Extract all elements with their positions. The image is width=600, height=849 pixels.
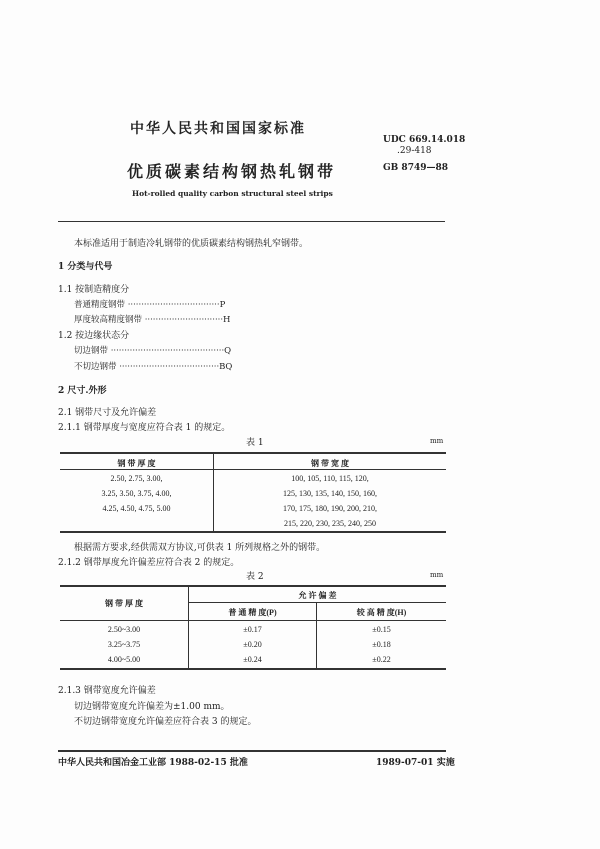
table-cell: 2.50~3.00 bbox=[107, 625, 141, 634]
table1-unit: mm bbox=[430, 437, 444, 445]
udc-code: UDC 669.14.018 bbox=[383, 135, 466, 145]
note-text: 根据需方要求,经供需双方协议,可供表 1 所列规格之外的钢带。 bbox=[74, 543, 326, 553]
list-item: 厚度较高精度钢带 ·····························H bbox=[74, 315, 231, 325]
table-cell: 3.25, 3.50, 3.75, 4.00, bbox=[101, 489, 172, 498]
section-1-2: 1.2 按边缘状态分 bbox=[58, 331, 130, 341]
footer-rule bbox=[58, 750, 446, 752]
table2-header: 允 许 偏 差 bbox=[298, 591, 337, 600]
section-1-1: 1.1 按制造精度分 bbox=[58, 285, 130, 295]
document-title: 优质碳素结构钢热轧钢带 bbox=[127, 162, 337, 181]
table2-unit: mm bbox=[430, 571, 444, 579]
table-cell: ±0.18 bbox=[372, 640, 391, 649]
table2-header: 较 高 精 度(H) bbox=[356, 608, 407, 617]
issuing-org: 中华人民共和国国家标准 bbox=[130, 121, 306, 137]
section-2-1: 2.1 钢带尺寸及允许偏差 bbox=[58, 408, 157, 418]
table1-header: 钢 带 宽 度 bbox=[311, 459, 349, 468]
body-text: 不切边钢带宽度允许偏差应符合表 3 的规定。 bbox=[74, 717, 257, 727]
table-cell: ±0.24 bbox=[243, 655, 262, 664]
table-cell: ±0.17 bbox=[243, 625, 262, 634]
table1-caption: 表 1 bbox=[246, 438, 264, 448]
table1-header: 钢 带 厚 度 bbox=[117, 459, 156, 468]
section-1-heading: 1 分类与代号 bbox=[58, 262, 113, 272]
intro-text: 本标准适用于制造冷轧钢带的优质碳素结构钢热轧窄钢带。 bbox=[74, 239, 309, 249]
table-cell: 4.25, 4.50, 4.75, 5.00 bbox=[102, 504, 171, 513]
table-cell: ±0.22 bbox=[372, 655, 391, 664]
section-2-1-1: 2.1.1 钢带厚度与宽度应符合表 1 的规定。 bbox=[58, 423, 231, 433]
table-cell: 125, 130, 135, 140, 150, 160, bbox=[283, 489, 377, 498]
table-cell: 215, 220, 230, 235, 240, 250 bbox=[284, 519, 376, 528]
section-2-1-3: 2.1.3 钢带宽度允许偏差 bbox=[58, 686, 156, 696]
body-text: 切边钢带宽度允许偏差为±1.00 mm。 bbox=[74, 702, 230, 712]
section-2-heading: 2 尺寸.外形 bbox=[58, 386, 107, 396]
approval-info: 中华人民共和国冶金工业部 1988-02-15 批准 bbox=[58, 758, 248, 768]
table-cell: 3.25~3.75 bbox=[107, 640, 141, 649]
table2-caption: 表 2 bbox=[246, 572, 264, 582]
table-cell: ±0.15 bbox=[372, 625, 391, 634]
english-title: Hot-rolled quality carbon structural steel strips bbox=[132, 189, 333, 198]
effective-date: 1989-07-01 实施 bbox=[376, 758, 455, 768]
table-cell: 4.00~5.00 bbox=[107, 655, 141, 664]
table2-header: 钢 带 厚 度 bbox=[105, 599, 143, 608]
section-2-1-2: 2.1.2 钢带厚度允许偏差应符合表 2 的规定。 bbox=[58, 558, 240, 568]
table-cell: 100, 105, 110, 115, 120, bbox=[291, 474, 369, 483]
list-item: 不切边钢带 ·····································BQ bbox=[74, 362, 233, 372]
table-cell: 170, 175, 180, 190, 200, 210, bbox=[283, 504, 377, 513]
list-item: 切边钢带 ··········································Q bbox=[74, 346, 232, 356]
standard-number: GB 8749—88 bbox=[383, 163, 448, 173]
table-cell: 2.50, 2.75, 3.00, bbox=[110, 474, 163, 483]
udc-code-2: .29-418 bbox=[397, 146, 432, 156]
table2-header: 普 通 精 度(P) bbox=[228, 608, 277, 617]
header-rule bbox=[58, 221, 445, 222]
list-item: 普通精度钢带 ··································P bbox=[74, 300, 226, 310]
table-cell: ±0.20 bbox=[243, 640, 262, 649]
